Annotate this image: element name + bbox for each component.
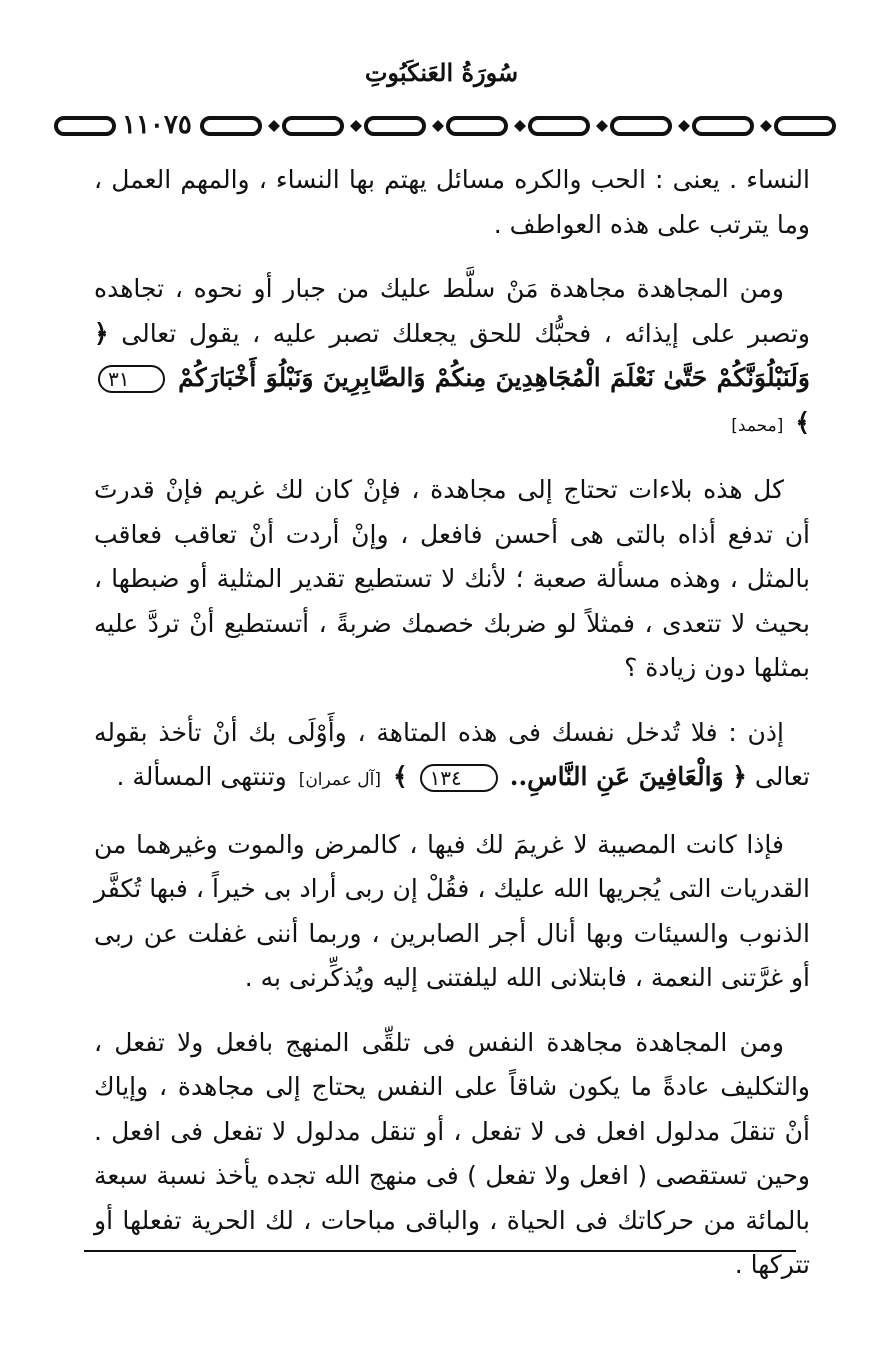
surah-title: سُورَةُ العَنكَبُوتِ bbox=[364, 58, 519, 87]
paragraph-5: فإذا كانت المصيبة لا غريمَ لك فيها ، كالمرض والموت وغيرهما من القدريات التى يُجريها الله عليك ، فقُلْ إن ربى أراد بى خيراً ، فبها تُكفَّر الذنوب والسيئات وبها أنال أجر الصابرين ، وربما أننى غفلت عن ربى أو غرَّتنى النعمة ، فابتلانى الله ليلفتنى إليه ويُذكِّرنى به . bbox=[94, 829, 810, 992]
page-body bbox=[94, 158, 810, 1308]
surah-reference-2: [آل عمران] bbox=[298, 770, 381, 790]
verse-close-bracket-2: ﴾ bbox=[392, 762, 408, 791]
paragraph-2 bbox=[94, 267, 810, 448]
quran-verse-1: ﴿ وَلَنَبْلُوَنَّكُمْ حَتَّىٰ نَعْلَمَ الْمُجَاهِدِينَ مِنكُمْ وَالصَّابِرِينَ وَنَبْلُوَ أَخْبَارَكُمْ bbox=[94, 318, 811, 392]
verse-close-bracket-1: ﴾ bbox=[795, 407, 810, 437]
quran-verse-2: ﴿ وَالْعَافِينَ عَنِ النَّاسِ.. bbox=[509, 762, 747, 791]
paragraph-2-text: ومن المجاهدة مجاهدة مَنْ سلَّط عليك من جبار أو نحوه ، تجاهده وتصبر على إيذائه ، فحبُّك للحق يجعلك تصبر عليه ، يقول تعالى bbox=[94, 274, 810, 348]
paragraph-4-tail: وتنتهى المسألة . bbox=[116, 762, 287, 791]
paragraph-4-text: إذن : فلا تُدخل نفسك فى هذه المتاهة ، وأَوْلَى بك أنْ تأخذ بقوله تعالى bbox=[94, 717, 810, 791]
verse-number-badge-1: ٣١ bbox=[98, 365, 165, 393]
page-number: ١١٠٧٥ bbox=[118, 110, 196, 140]
verse-number-badge-2: ١٣٤ bbox=[420, 764, 498, 792]
paragraph-4 bbox=[94, 711, 810, 803]
paragraph-6: ومن المجاهدة مجاهدة النفس فى تلقِّى المنهج بافعل ولا تفعل ، والتكليف عادةً ما يكون شاقاً على النفس يحتاج إلى مجاهدة ، وإياك أنْ تنقلَ مدلول افعل فى لا تفعل ، أو تنقل مدلول لا تفعل فى افعل . وحين تستقصى ( افعل ولا تفعل ) فى منهج الله تجده يأخذ نسبة سبعة بالمائة من حركاتك فى الحياة ، والباقى مباحات ، لك الحرية تفعلها أو تتركها . bbox=[94, 1027, 810, 1279]
paragraph-1: النساء . يعنى : الحب والكره مسائل يهتم بها النساء ، والمهم العمل ، وما يترتب على هذه العواطف . bbox=[94, 165, 810, 239]
footer-divider bbox=[84, 1250, 796, 1252]
surah-reference-1: [محمد] bbox=[731, 415, 784, 436]
paragraph-3: كل هذه بلاءات تحتاج إلى مجاهدة ، فإنْ كان لك غريم فإنْ قدرتَ أن تدفع أذاه بالتى هى أحسن فافعل ، وإنْ أردت أنْ تعاقب فعاقب بالمثل ، وهذه مسألة صعبة ؛ لأنك لا تستطيع تقدير المثلية أو ضبطها ، بحيث لا تتعدى ، فمثلاً لو ضربك خصمك ضربةً ، أتستطيع أنْ تردَّ عليه بمثلها دون زيادة ؟ bbox=[94, 475, 810, 682]
